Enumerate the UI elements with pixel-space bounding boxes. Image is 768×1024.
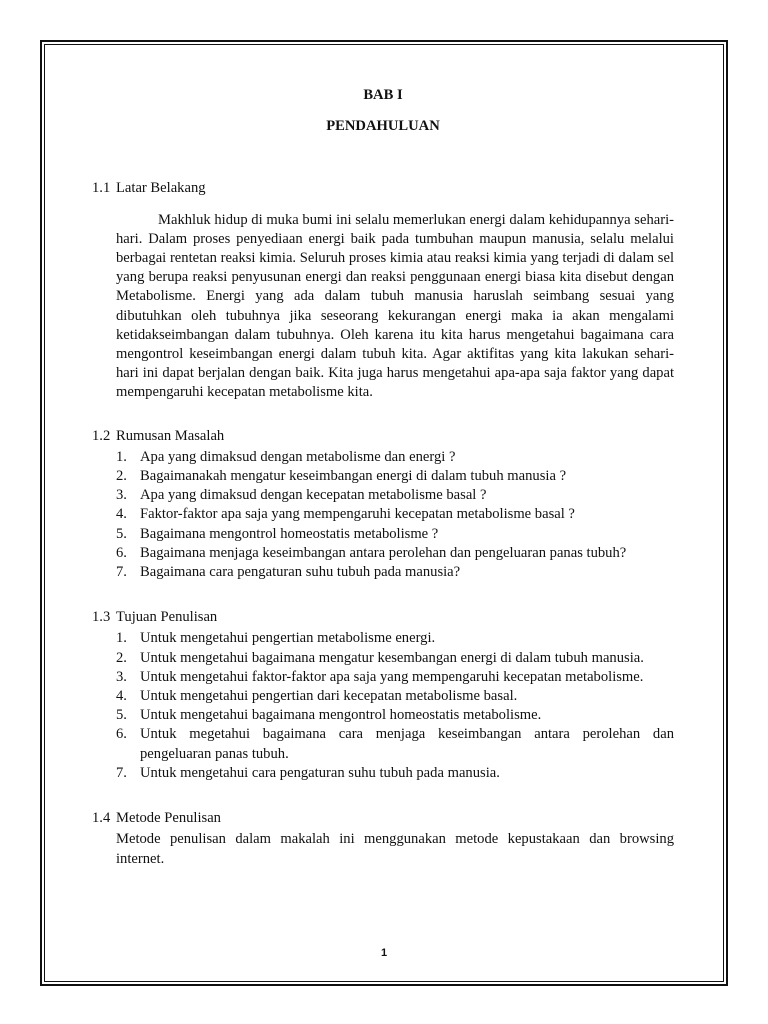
list-item-text: Bagaimanakah mengatur keseimbangan energi di dalam tubuh manusia ? (140, 468, 567, 485)
section-number: 1.2 (92, 427, 111, 444)
list-item-text: Apa yang dimaksud dengan kecepatan metabolisme basal ? (140, 487, 487, 504)
document-body (92, 86, 674, 869)
list-item-text: Bagaimana cara pengaturan suhu tubuh pada manusia? (140, 564, 461, 581)
list-item-number: 7. (116, 764, 127, 781)
list-item-number: 6. (116, 726, 127, 743)
list-item-text: Untuk mengetahui pengertian dari kecepatan metabolisme basal. (140, 688, 518, 705)
chapter-title: PENDAHULUAN (326, 118, 440, 135)
list-item-number: 6. (116, 544, 127, 561)
section-title: Metode Penulisan (116, 810, 221, 827)
section-title: Tujuan Penulisan (116, 609, 218, 626)
list-item-number: 5. (116, 525, 127, 542)
list-item-number: 7. (116, 564, 127, 581)
list-item (116, 505, 674, 524)
list-item (116, 525, 674, 544)
list-item (116, 725, 674, 763)
list-item (116, 764, 674, 783)
list-item (116, 687, 674, 706)
section-number: 1.3 (92, 609, 111, 626)
list-item-number: 2. (116, 649, 127, 666)
list-item-text: Apa yang dimaksud dengan metabolisme dan energi ? (140, 448, 456, 465)
method-paragraph: Metode penulisan dalam makalah ini menggunakan metode kepustakaan dan browsing internet. (116, 831, 674, 867)
list-item (116, 629, 674, 648)
section-title: Latar Belakang (116, 180, 206, 197)
list-item-text: Untuk mengetahui bagaimana mengontrol homeostatis metabolisme. (140, 707, 542, 724)
list-item (116, 486, 674, 505)
section-heading-latar-belakang (92, 179, 674, 198)
list-item-number: 1. (116, 630, 127, 647)
chapter-label: BAB I (363, 87, 403, 103)
list-item-number: 2. (116, 468, 127, 485)
list-item (116, 448, 674, 467)
list-item-text: Bagaimana menjaga keseimbangan antara perolehan dan pengeluaran panas tubuh? (140, 544, 627, 561)
list-item-text: Faktor-faktor apa saja yang mempengaruhi kecepatan metabolisme basal ? (140, 506, 575, 523)
background-paragraph: Makhluk hidup di muka bumi ini selalu memerlukan energi dalam kehidupannya sehari-hari. Dalam proses penyediaan energi baik pada tumbuhan maupun manusia, selalu melalui berbagai rentetan reaksi kimia. Seluruh proses kimia atau reaksi kimia yang terjadi di dalam sel yang berupa reaksi penyusunan energi dan reaksi penggunaan energi biasa kita disebut dengan Metabolisme. Energi yang ada dalam tubuh manusia haruslah seimbang sesuai yang dibutuhkan oleh tubuhnya jika seseorang kekurangan energi maka ia akan mengalami ketidakseimbangan dalam tubuhnya. Oleh karena itu kita harus mengetahui bagaimana cara mengontrol keseimbangan energi dalam tubuh kita. Agar aktifitas yang kita lakukan sehari- hari ini dapat berjalan dengan baik. Kita juga harus mengetahui apa-apa saja faktor yang dapat mempengaruhi kecepatan metabolisme kita. (116, 211, 674, 401)
problem-list (116, 448, 674, 582)
list-item-text: Untuk mengetahui bagaimana mengatur kesembangan energi di dalam tubuh manusia. (140, 649, 644, 666)
section-number: 1.4 (92, 810, 111, 827)
list-item-number: 3. (116, 487, 127, 504)
list-item (116, 706, 674, 725)
list-item (116, 467, 674, 486)
list-item-text: Untuk mengetahui pengertian metabolisme energi. (140, 630, 436, 647)
list-item-text: Untuk mengetahui cara pengaturan suhu tubuh pada manusia. (140, 764, 500, 781)
list-item (116, 649, 674, 668)
list-item-number: 1. (116, 448, 127, 465)
section-heading-metode-penulisan (92, 809, 674, 828)
list-item (116, 668, 674, 687)
list-item-text: Bagaimana mengontrol homeostatis metabolisme ? (140, 525, 439, 542)
page-number: 1 (380, 947, 388, 959)
list-item-number: 4. (116, 506, 127, 523)
section-number: 1.1 (92, 180, 111, 197)
section-title: Rumusan Masalah (116, 427, 225, 444)
list-item (116, 544, 674, 563)
list-item-number: 3. (116, 668, 127, 685)
objective-list (116, 629, 674, 783)
list-item-text: Untuk mengetahui faktor-faktor apa saja yang mempengaruhi kecepatan metabolisme. (140, 668, 644, 685)
list-item-number: 4. (116, 688, 127, 705)
list-item-number: 5. (116, 707, 127, 724)
section-heading-tujuan-penulisan (92, 608, 674, 627)
section-heading-rumusan-masalah (92, 427, 674, 446)
list-item (116, 563, 674, 582)
list-item-text: Untuk megetahui bagaimana cara menjaga keseimbangan antara perolehan dan pengeluaran panas tubuh. (140, 726, 674, 762)
